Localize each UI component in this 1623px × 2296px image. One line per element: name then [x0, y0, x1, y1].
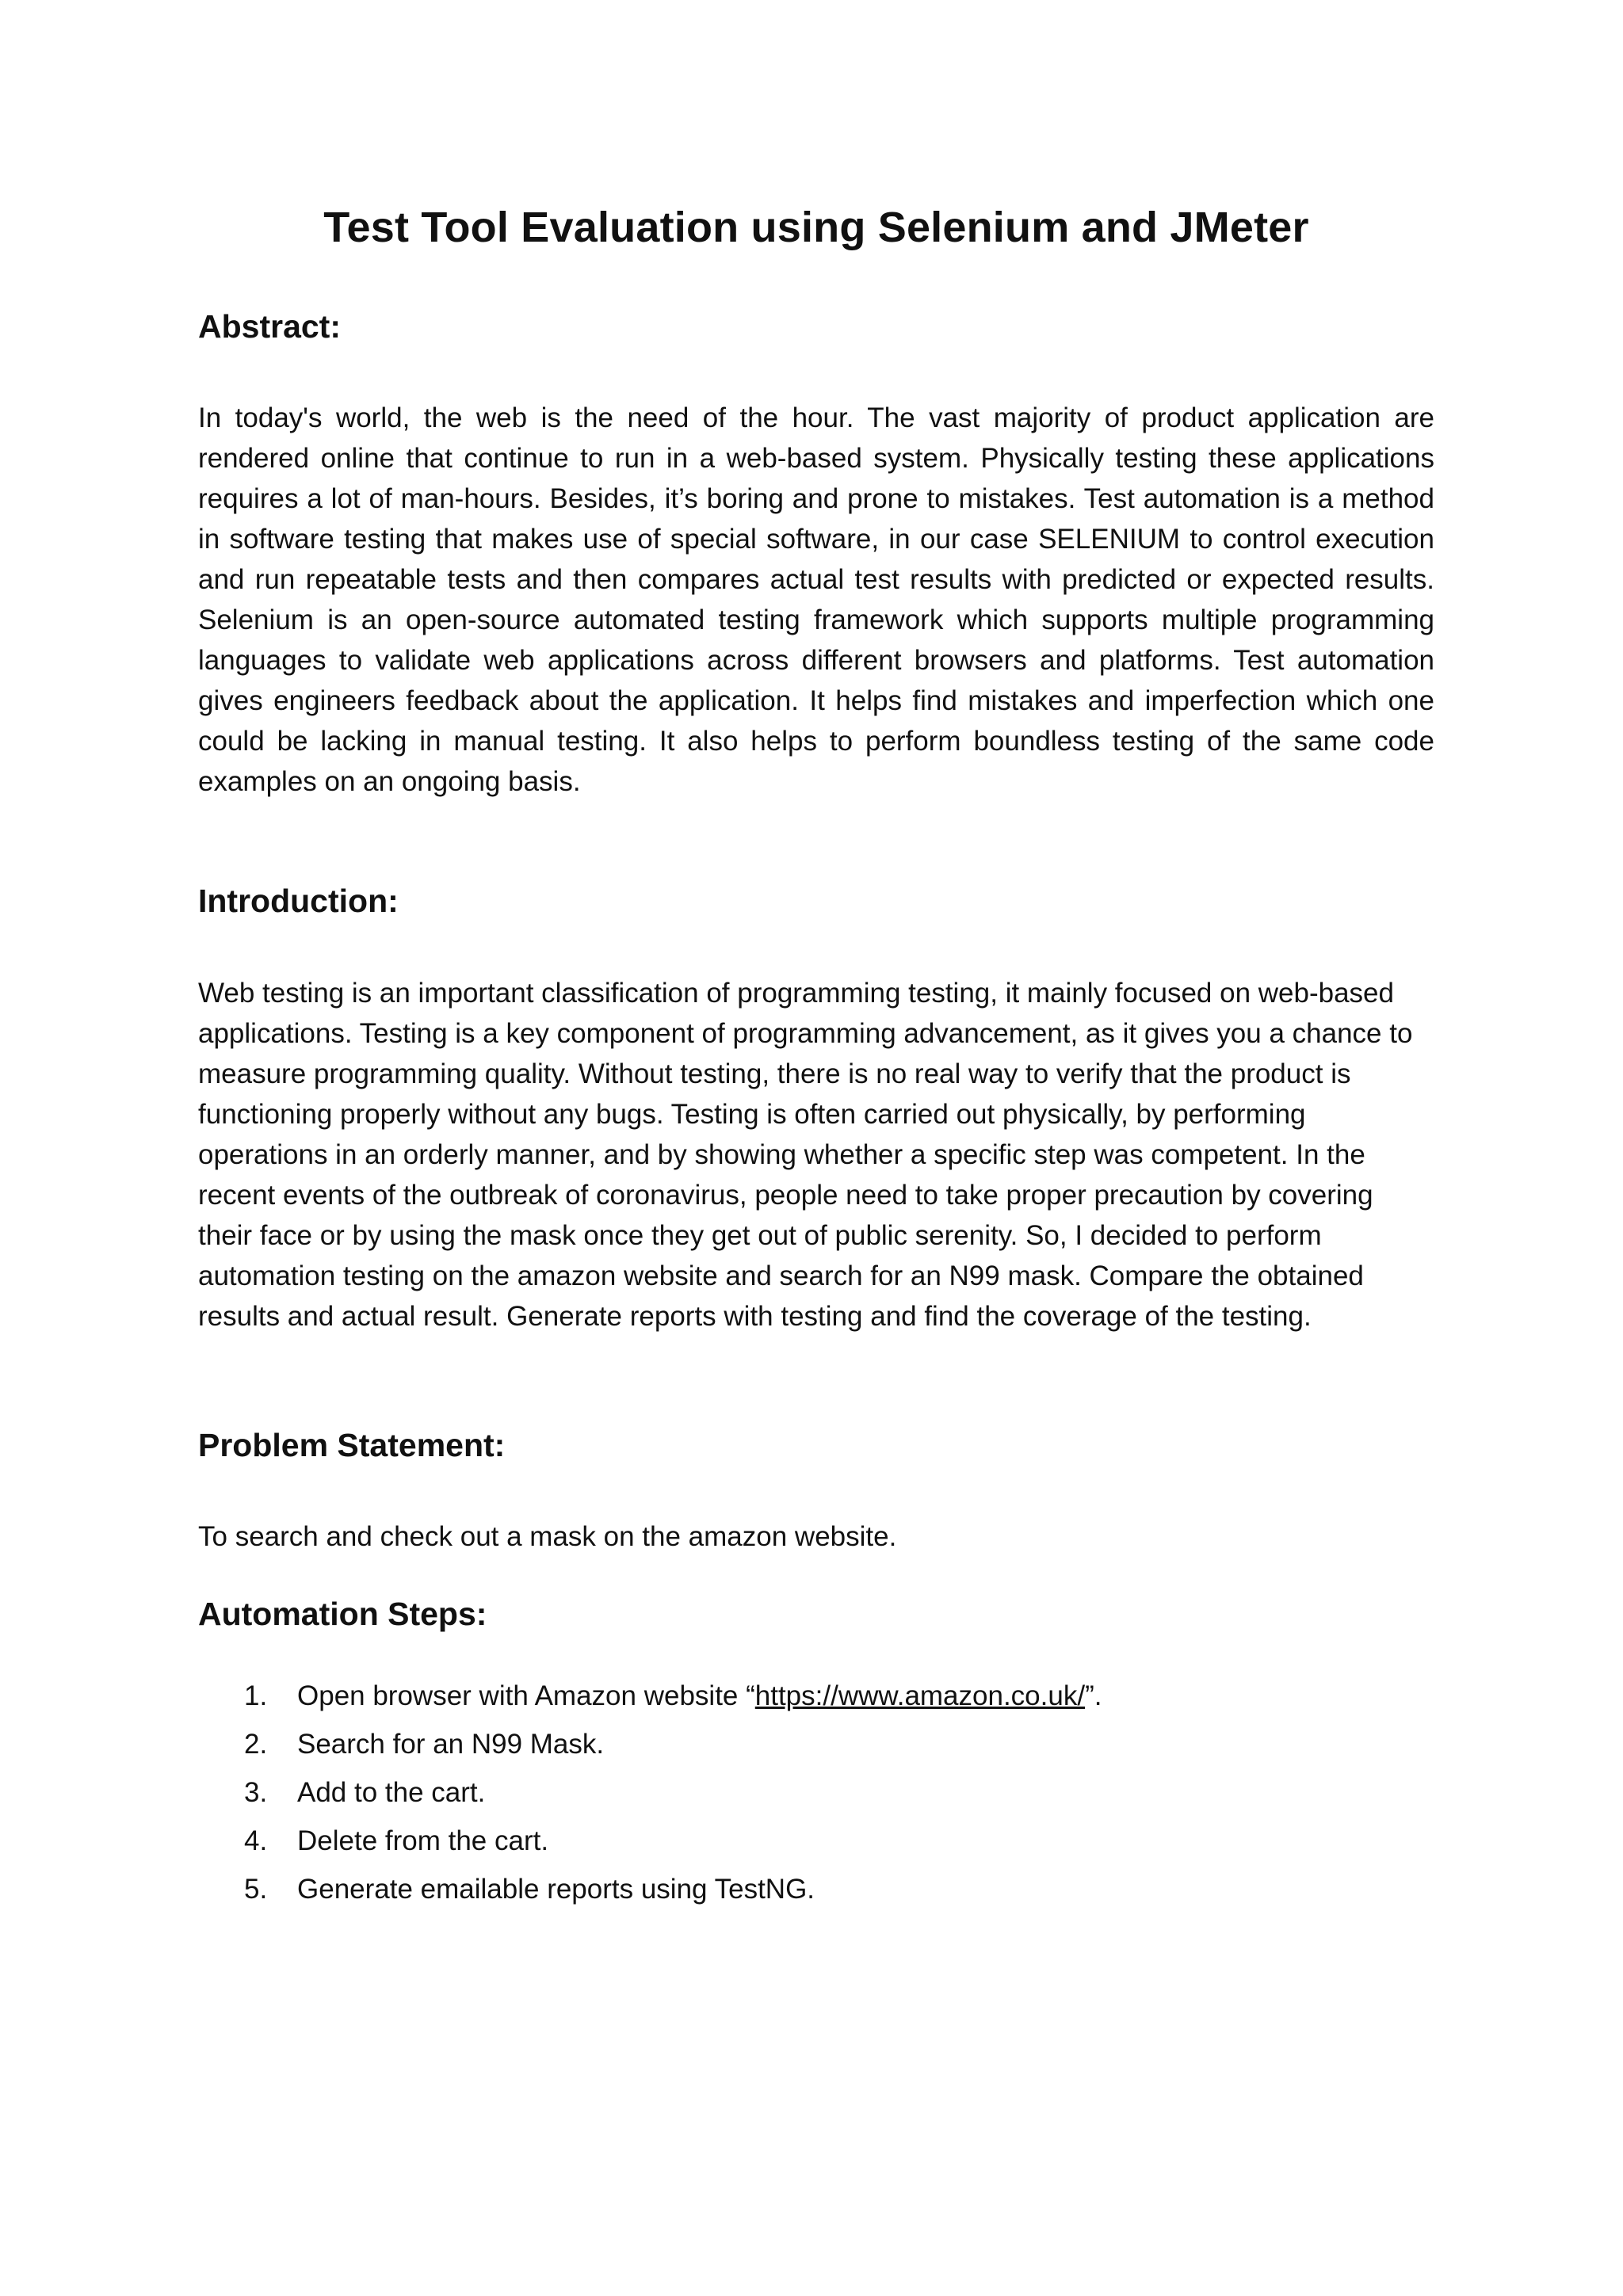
automation-steps-heading: Automation Steps:: [198, 1596, 487, 1632]
problem-statement-text: To search and check out a mask on the amazon website.: [198, 1521, 897, 1552]
step-number: 1.: [244, 1680, 268, 1711]
automation-step: [198, 1768, 1434, 1817]
document-title: Test Tool Evaluation using Selenium and JMeter: [323, 204, 1309, 251]
step-number: 5.: [244, 1874, 268, 1905]
step-text: Generate emailable reports using TestNG.: [297, 1874, 815, 1905]
amazon-link[interactable]: https://www.amazon.co.uk/: [754, 1680, 1086, 1711]
step-text: Search for an N99 Mask.: [297, 1729, 605, 1760]
problem-statement-heading: Problem Statement:: [198, 1427, 506, 1463]
step-text: Add to the cart.: [297, 1777, 486, 1808]
abstract-paragraph: In today's world, the web is the need of the hour. The vast majority of product application are rendered online that continue to run in a web-based system. Physically testing these applications requires a lot of man-hours. Besides, it’s boring and prone to mistakes. Test automation is a method in software testing that makes use of special software, in our case SELENIUM to control execution and run repeatable tests and then compares actual test results with predicted or expected results. Selenium is an open-source automated testing framework which supports multiple programming languages to validate web applications across different browsers and platforms. Test automation gives engineers feedback about the application. It helps find mistakes and imperfection which one could be lacking in manual testing. It also helps to perform boundless testing of the same code examples on an ongoing basis.: [198, 402, 1434, 797]
step-number: 2.: [244, 1729, 268, 1760]
step-text-after-link: ”.: [1085, 1680, 1102, 1711]
automation-step: [198, 1720, 1434, 1768]
step-text: Delete from the cart.: [297, 1825, 549, 1856]
abstract-heading: Abstract:: [198, 308, 341, 345]
introduction-heading: Introduction:: [198, 883, 399, 919]
step-text-before-link: Open browser with Amazon website “: [297, 1680, 755, 1711]
step-number: 3.: [244, 1777, 268, 1808]
automation-steps-list: [198, 1672, 1434, 1913]
automation-step: [198, 1865, 1434, 1913]
introduction-paragraph: Web testing is an important classification of programming testing, it mainly focused on web-based applications. Testing is a key component of programming advancement, as it gives you a chance to measure programming quality. Without testing, there is no real way to verify that the product is functioning properly without any bugs. Testing is often carried out physically, by performing operations in an orderly manner, and by showing whether a specific step was competent. In the recent events of the outbreak of coronavirus, people need to take proper precaution by covering their face or by using the mask once they get out of public serenity. So, I decided to perform automation testing on the amazon website and search for an N99 mask. Compare the obtained results and actual result. Generate reports with testing and find the coverage of the testing.: [198, 978, 1413, 1332]
step-number: 4.: [244, 1825, 268, 1856]
automation-step: [198, 1817, 1434, 1865]
automation-step: [198, 1672, 1434, 1720]
